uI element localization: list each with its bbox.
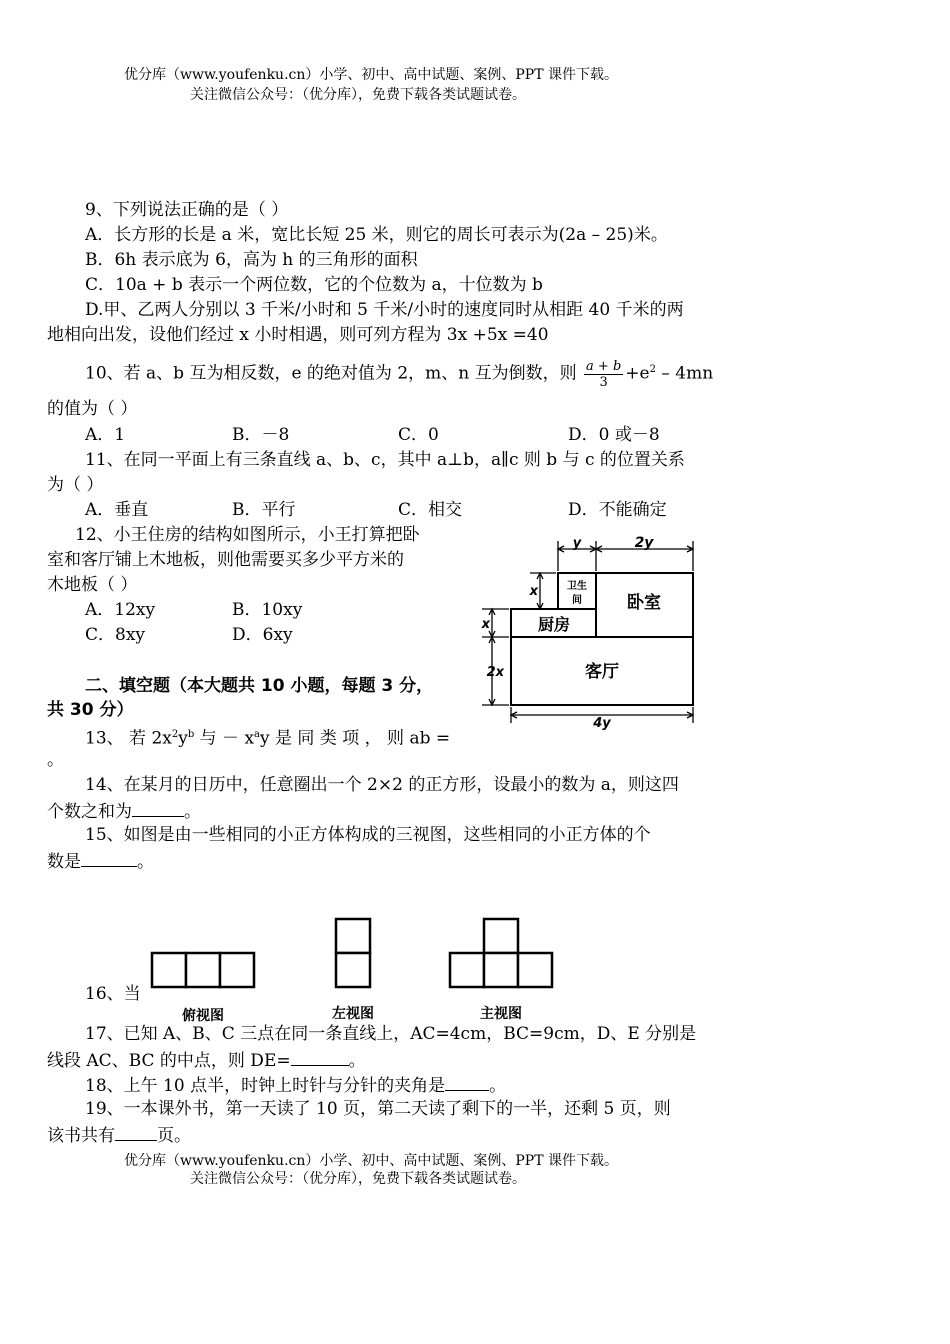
front-view-square-top: [484, 919, 518, 953]
q15-line2-post: 。: [137, 852, 154, 872]
q16-text: 16、当: [85, 984, 141, 1004]
q13-post: y 是 同 类 项 ， 则 ab =: [260, 728, 451, 749]
q12-stem-line3: 木地板（ ）: [47, 575, 138, 595]
q11-option-c: C．相交: [398, 500, 463, 520]
q10-stem-pre: 10、若 a、b 互为相反数，e 的绝对值为 2，m、n 互为倒数，则: [85, 363, 577, 384]
q12-stem-line2: 室和客厅铺上木地板，则他需要买多少平方米的: [47, 550, 404, 570]
front-view-square-3: [518, 953, 552, 987]
q10-stem: [85, 358, 713, 390]
q11-option-b: B．平行: [232, 500, 296, 520]
q18-answer-blank: [445, 1072, 489, 1091]
header-line-2: 关注微信公众号：（优分库），免费下载各类试题试卷。: [190, 87, 526, 103]
front-view-square-2: [484, 953, 518, 987]
q9-stem: 9、下列说法正确的是（ ）: [85, 200, 289, 220]
q13-exp2: b: [187, 729, 195, 740]
q18-pre: 18、上午 10 点半，时钟上时针与分针的夹角是: [85, 1076, 446, 1096]
footer-line-1: 优分库（www.youfenku.cn）小学、初中、高中试题、案例、PPT 课件下载。: [124, 1153, 619, 1169]
top-view-label: 俯视图: [182, 1008, 224, 1024]
q11-stem-line2: 为（ ）: [47, 475, 104, 495]
dim-4y-label: 4y: [593, 716, 611, 730]
q9-option-c: C．10a + b 表示一个两位数，它的个位数为 a，十位数为 b: [85, 275, 543, 295]
q12-option-b: B．10xy: [232, 600, 303, 620]
q9-option-b: B．6h 表示底为 6，高为 h 的三角形的面积: [85, 250, 418, 270]
q10-stem-line2: 的值为（ ）: [47, 399, 138, 419]
q13-exp1: 2: [171, 729, 179, 740]
q15-answer-blank: [81, 848, 137, 867]
q12-stem-line1: 12、小王住房的结构如图所示，小王打算把卧: [75, 525, 420, 545]
q15-line2: [47, 848, 154, 874]
q17-answer-blank: [291, 1047, 349, 1066]
q19-answer-blank: [115, 1122, 157, 1141]
dim-2y-label: 2y: [634, 535, 654, 551]
top-view-square-3: [220, 953, 254, 987]
q11-option-a: A．垂直: [85, 500, 149, 520]
top-view-square-2: [186, 953, 220, 987]
q9-option-a: A．长方形的长是 a 米，宽比长短 25 米，则它的周长可表示为(2a – 25)米。: [85, 225, 668, 245]
dim-x-kitchen-label: x: [481, 617, 490, 632]
dim-y-label: y: [572, 536, 582, 551]
q14-line1: 14、在某月的日历中，任意圈出一个 2×2 的正方形，设最小的数为 a，则这四: [85, 775, 679, 795]
dim-2x-label: 2x: [486, 665, 504, 680]
q11-stem-line1: 11、在同一平面上有三条直线 a、b、c，其中 a⊥b，a∥c 则 b 与 c 的位置关系: [85, 450, 685, 470]
q14-line2-pre: 个数之和为: [47, 802, 132, 822]
kitchen-label: 厨房: [537, 615, 571, 634]
bathroom-label-2: 间: [572, 595, 582, 606]
bedroom-label: 卧室: [627, 593, 661, 613]
q12-option-d: D．6xy: [232, 625, 293, 645]
q14-line2-post: 。: [184, 802, 201, 822]
q10-option-a: A．1: [85, 425, 126, 445]
q17-line2-post: 。: [348, 1051, 366, 1071]
section2-title-line2: 共 30 分）: [47, 700, 134, 720]
q17-line1: 17、已知 A、B、C 三点在同一条直线上，AC=4cm，BC=9cm，D、E 分别是: [85, 1024, 697, 1044]
q10-option-c: C．0: [398, 425, 439, 445]
q10-option-d: D．0 或－8: [568, 425, 660, 445]
q18-line: [85, 1072, 506, 1098]
section2-title-line1: 二、填空题（本大题共 10 小题，每题 3 分，: [85, 676, 434, 696]
q19-line1: 19、一本课外书，第一天读了 10 页，第二天读了剩下的一半，还剩 5 页，则: [85, 1099, 671, 1119]
q15-line2-pre: 数是: [47, 852, 81, 872]
left-view-label: 左视图: [332, 1006, 374, 1022]
q10-exponent: 2: [649, 364, 656, 375]
q13-mid2: 与 － x: [194, 728, 255, 749]
q10-stem-post: – 4mn: [655, 363, 714, 384]
q10-fraction: [584, 359, 623, 390]
front-view-square-1: [450, 953, 484, 987]
footer-line-2: 关注微信公众号：（优分库），免费下载各类试题试卷。: [190, 1171, 526, 1187]
q10-option-b: B．－8: [232, 425, 290, 445]
q13-pre: 13、 若 2x: [85, 728, 172, 749]
q19-line2-post: 页。: [157, 1126, 191, 1146]
three-views-figure: [148, 915, 558, 1027]
bathroom-label-1: 卫生: [567, 581, 587, 592]
q15-line1: 15、如图是由一些相同的小正方体构成的三视图，这些相同的小正方体的个: [85, 825, 651, 845]
q10-fraction-denominator: 3: [599, 374, 608, 390]
living-room-label: 客厅: [585, 662, 619, 682]
q11-option-d: D．不能确定: [568, 500, 667, 520]
front-view-label: 主视图: [480, 1006, 522, 1022]
q14-line2: [47, 798, 201, 824]
q13-line1: [85, 723, 450, 751]
q10-fraction-numerator: a + b: [586, 358, 622, 374]
q9-option-d-line2: 地相向出发，设他们经过 x 小时相遇，则可列方程为 3x +5x =40: [47, 325, 549, 345]
q19-line2: [47, 1122, 191, 1148]
header-line-1: 优分库（www.youfenku.cn）小学、初中、高中试题、案例、PPT 课件下载。: [124, 67, 619, 83]
q13-exp3: a: [254, 729, 261, 740]
q12-option-c: C．8xy: [85, 625, 146, 645]
q13-end: 。: [47, 750, 64, 770]
q19-line2-pre: 该书共有: [47, 1126, 115, 1146]
left-view-square-2: [336, 953, 370, 987]
floor-plan-figure: [478, 535, 708, 730]
top-view-square-1: [152, 953, 186, 987]
left-view-square-1: [336, 919, 370, 953]
q13-mid1: y: [178, 728, 188, 749]
q17-line2-pre: 线段 AC、BC 的中点，则 DE=: [47, 1051, 291, 1071]
q14-answer-blank: [132, 798, 184, 817]
q9-option-d-line1: D.甲、乙两人分别以 3 千米/小时和 5 千米/小时的速度同时从相距 40 千米的两: [85, 300, 684, 320]
q10-stem-post-pre: +e: [625, 363, 650, 384]
q17-line2: [47, 1047, 366, 1073]
dim-x-bathroom-label: x: [529, 584, 538, 599]
q18-post: 。: [489, 1076, 507, 1096]
q12-option-a: A．12xy: [85, 600, 156, 620]
